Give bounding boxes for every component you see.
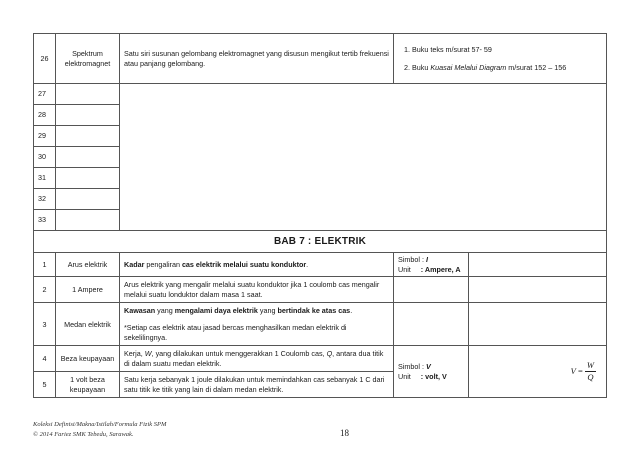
glossary-table xyxy=(33,33,607,398)
footer-copyright: © 2014 Fariez SMK Tebedu, Sarawak. xyxy=(33,430,134,438)
definition-text: yang xyxy=(155,306,175,316)
symbol-label: Simbol : xyxy=(398,362,426,372)
term-cell: Spektrum elektromagnet xyxy=(56,34,120,84)
definition-cell xyxy=(120,346,394,372)
page-number: 18 xyxy=(340,428,349,438)
table-row-26 xyxy=(34,34,607,84)
table-row xyxy=(34,277,607,303)
chapter-title: BAB 7 : ELEKTRIK xyxy=(34,231,607,253)
row-number: 28 xyxy=(34,105,56,126)
row-number: 5 xyxy=(34,372,56,398)
row-number: 27 xyxy=(34,84,56,105)
unit-value: : Ampere, A xyxy=(420,264,461,274)
definition-variable: W xyxy=(144,349,152,359)
definition-bold: cas elektrik melalui suatu konduktor xyxy=(181,259,307,269)
table-row xyxy=(34,303,607,346)
definition-text: pengaliran xyxy=(144,259,182,269)
definition-text: . xyxy=(350,306,353,316)
definition-cell: Arus elektrik yang mengalir melalui suatu konduktor jika 1 coulomb cas mengalir melalui suatu londuktor dalam masa 1 saat. xyxy=(120,277,394,303)
reference-cell xyxy=(394,34,607,84)
row-number: 1 xyxy=(34,253,56,277)
empty-term-cell xyxy=(56,147,120,168)
definition-cell: Satu kerja sebanyak 1 joule dilakukan untuk memindahkan cas sebanyak 1 C dari satu titik ke titik yang lain di dalam medan elektrik. xyxy=(120,372,394,398)
symbol-value: I xyxy=(425,255,428,264)
definition-bold: Kawasan xyxy=(124,306,156,316)
term-cell: 1 volt beza keupayaan xyxy=(56,372,120,398)
empty-term-cell xyxy=(56,168,120,189)
term-cell: 1 Ampere xyxy=(56,277,120,303)
symbol-line xyxy=(398,362,464,372)
definition-cell xyxy=(120,253,394,277)
book-title: Kuasai Melalui Diagram xyxy=(430,62,507,72)
unit-line xyxy=(398,265,464,275)
symbol-unit-cell xyxy=(394,346,469,398)
row-number: 30 xyxy=(34,147,56,168)
row-number: 3 xyxy=(34,303,56,346)
chapter-heading-row xyxy=(34,231,607,253)
definition-bold: Kadar xyxy=(124,259,145,269)
row-number: 29 xyxy=(34,126,56,147)
row-number: 2 xyxy=(34,277,56,303)
table-row xyxy=(34,346,607,372)
table-row xyxy=(34,253,607,277)
formula-cell-empty xyxy=(469,277,607,303)
formula-equals: = xyxy=(575,365,585,376)
definition-bold: mengalami daya elektrik xyxy=(174,306,258,316)
row-number: 32 xyxy=(34,189,56,210)
empty-term-cell xyxy=(56,210,120,231)
empty-term-cell xyxy=(56,105,120,126)
empty-merged-cell xyxy=(120,84,607,231)
empty-term-cell xyxy=(56,126,120,147)
reference-text: m/surat 152 – 156 xyxy=(506,62,567,72)
term-cell: Medan elektrik xyxy=(56,303,120,346)
formula-lhs: V xyxy=(570,365,576,376)
definition-main xyxy=(124,306,389,316)
row-number: 4 xyxy=(34,346,56,372)
reference-item xyxy=(412,63,602,73)
symbol-line xyxy=(398,255,464,265)
definition-note: *Setiap cas elektrik atau jasad bercas menghasilkan medan elektrik di sekelilingnya. xyxy=(124,323,347,342)
formula-numerator: W xyxy=(585,360,596,372)
footer-title: Koleksi Definisi/Makna/Istilah/Formula Fizik SPM xyxy=(33,421,167,428)
definition-text: , antara dua titik di dalam suatu medan elektrik. xyxy=(124,349,384,368)
symbol-label: Simbol : xyxy=(398,255,426,264)
symbol-unit-cell xyxy=(394,277,469,303)
row-number: 33 xyxy=(34,210,56,231)
definition-text: . xyxy=(306,259,309,269)
definition-text: , yang dilakukan untuk menggerakkan 1 Coulomb cas, xyxy=(151,349,327,359)
page-footer xyxy=(33,420,606,440)
term-cell: Arus elektrik xyxy=(56,253,120,277)
reference-text: Buku xyxy=(412,62,431,72)
formula-cell xyxy=(469,346,607,398)
row-number: 26 xyxy=(34,34,56,84)
unit-label: Unit xyxy=(398,371,411,381)
empty-term-cell xyxy=(56,84,120,105)
definition-cell: Satu siri susunan gelombang elektromagnet yang disusun mengikut tertib frekuensi atau panjang gelombang. xyxy=(120,34,394,84)
term-cell: Beza keupayaan xyxy=(56,346,120,372)
definition-text: yang xyxy=(257,306,278,316)
symbol-unit-cell xyxy=(394,253,469,277)
unit-value: : volt, V xyxy=(420,371,447,381)
formula-cell-empty xyxy=(469,253,607,277)
definition-text: Kerja, xyxy=(124,349,145,359)
definition-cell xyxy=(120,303,394,346)
symbol-value: V xyxy=(425,362,431,372)
empty-term-cell xyxy=(56,189,120,210)
row-number: 31 xyxy=(34,168,56,189)
table-row-empty xyxy=(34,84,607,105)
unit-line xyxy=(398,372,464,382)
symbol-unit-cell xyxy=(394,303,469,346)
formula-fraction xyxy=(585,360,596,384)
reference-item: 1. Buku teks m/surat 57- 59 xyxy=(412,45,602,55)
definition-variable: Q xyxy=(326,349,333,359)
formula-denominator: Q xyxy=(587,372,594,383)
definition-bold: bertindak ke atas cas xyxy=(277,306,351,316)
reference-list xyxy=(398,45,602,72)
unit-label: Unit xyxy=(398,264,411,274)
formula-cell-empty xyxy=(469,303,607,346)
